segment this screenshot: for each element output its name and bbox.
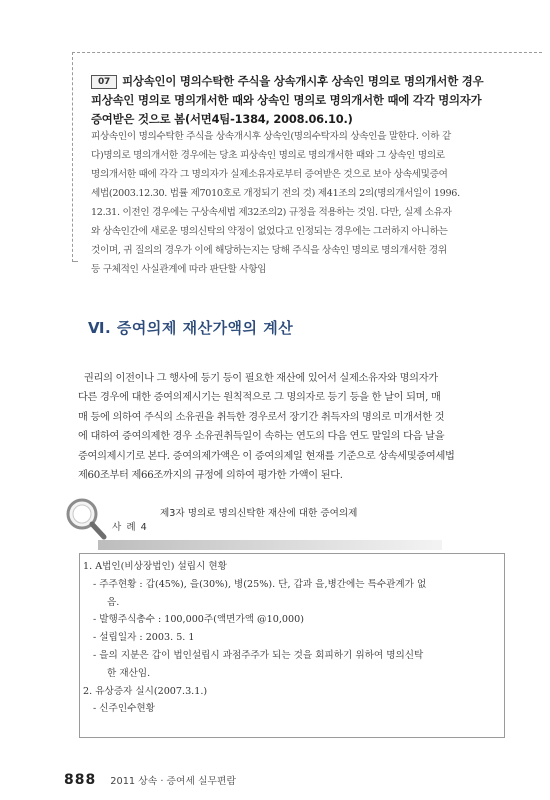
example-body — [83, 558, 503, 718]
example-line: - 발행주식총수 : 100,000주(액면가액 @10,000) — [93, 614, 304, 626]
page-number: 888 — [64, 772, 97, 788]
case-number-badge: 07 — [91, 75, 117, 89]
case-title-line: 피상속인이 명의수탁한 주식을 상속개시후 상속인 명의로 명의개서한 경우 — [122, 74, 484, 88]
example-line: 2. 유상증자 실시(2007.3.1.) — [83, 685, 208, 697]
case-body-line: 명의개서한 때에 각각 그 명의자가 실제소유자로부터 증여받은 것으로 보아 상속세및증여 — [91, 169, 448, 180]
example-title: 제3자 명의로 명의신탁한 재산에 대한 증여의제 — [160, 508, 358, 519]
paragraph-line: 매 등에 의하여 주식의 소유권을 취득한 경우로서 장기간 취득자의 명의로 미개서한 것 — [78, 411, 445, 423]
case-body — [91, 127, 521, 279]
case-title-line: 피상속인 명의로 명의개서한 때와 상속인 명의로 명의개서한 때에 각각 명의자가 — [91, 93, 482, 107]
example-line: - 신주인수현황 — [93, 703, 155, 715]
case-body-line: 와 상속인간에 새로운 명의신탁의 약정이 없었다고 인정되는 경우에는 그러하지 아니하는 — [91, 226, 448, 237]
case-bracket-bottom-tick — [72, 261, 78, 262]
case-body-line: 다)명의로 명의개서한 경우에는 당초 피상속인 명의로 명의개서한 때와 그 상속인 명의로 — [91, 150, 445, 161]
main-paragraph — [78, 369, 518, 485]
case-bracket-top-line — [72, 52, 542, 53]
paragraph-line: 제60조부터 제66조까지의 규정에 의하여 평가한 가액이 된다. — [78, 470, 343, 482]
paragraph-line: 증여의제시기로 본다. 증여의제가액은 이 증여의제일 현재를 기준으로 상속세및증여세법 — [78, 450, 455, 462]
case-body-line: 12.31. 이전인 경우에는 구상속세법 제32조의2) 규정을 적용하는 것임. 다만, 실제 소유자 — [91, 207, 452, 218]
case-body-line: 것이며, 귀 질의의 경우가 이에 해당하는지는 당해 주식을 상속인 명의로 명의개서한 경위 — [91, 245, 447, 256]
example-line: - 주주현황 : 갑(45%), 을(30%), 병(25%). 단, 갑과 을,병간에는 특수관계가 없 — [93, 578, 427, 590]
case-bracket-left-line — [72, 52, 73, 262]
case-body-line: 세법(2003.12.30. 법률 제7010호로 개정되기 전의 것) 제41조의 2의(명의개서일이 1996. — [91, 188, 460, 199]
page-footer — [64, 772, 236, 788]
case-heading — [91, 72, 521, 129]
case-body-line: 등 구체적인 사실관계에 따라 판단할 사항임 — [91, 264, 267, 275]
paragraph-line: 에 대하여 증여의제한 경우 소유권취득일이 속하는 연도의 다음 연도 말일의 다음 날을 — [78, 431, 445, 443]
example-line: - 을의 지분은 갑이 법인설립시 과점주주가 되는 것을 회피하기 위하여 명의신탁 — [93, 649, 424, 661]
magnifier-icon — [60, 494, 120, 544]
case-heading-line-1 — [91, 74, 483, 88]
example-line: 음. — [107, 596, 120, 608]
case-title-line: 증여받은 것으로 봄(서면4팀-1384, 2008.06.10.) — [91, 112, 353, 126]
example-line: - 설립일자 : 2003. 5. 1 — [93, 632, 195, 644]
example-line: 한 재산임. — [107, 667, 151, 679]
paragraph-line: 다른 경우에 대한 증여의제시기는 원칙적으로 그 명의자로 등기 등을 한 날이 되며, 매 — [78, 392, 441, 404]
example-label: 사 례 4 — [112, 522, 148, 533]
paragraph-line: 권리의 이전이나 그 행사에 등기 등이 필요한 재산에 있어서 실제소유자와 명의자가 — [84, 373, 438, 384]
book-title: 2011 상속 · 증여세 실무편람 — [110, 776, 236, 787]
example-header-rule — [98, 540, 442, 550]
case-body-line: 피상속인이 명의수탁한 주식을 상속개시후 상속인(명의수탁자의 상속인을 말한다. 이하 같 — [91, 131, 451, 142]
example-line: 1. A법인(비상장법인) 설립시 현황 — [83, 561, 227, 572]
section-title: Ⅵ. 증여의제 재산가액의 계산 — [88, 319, 294, 337]
